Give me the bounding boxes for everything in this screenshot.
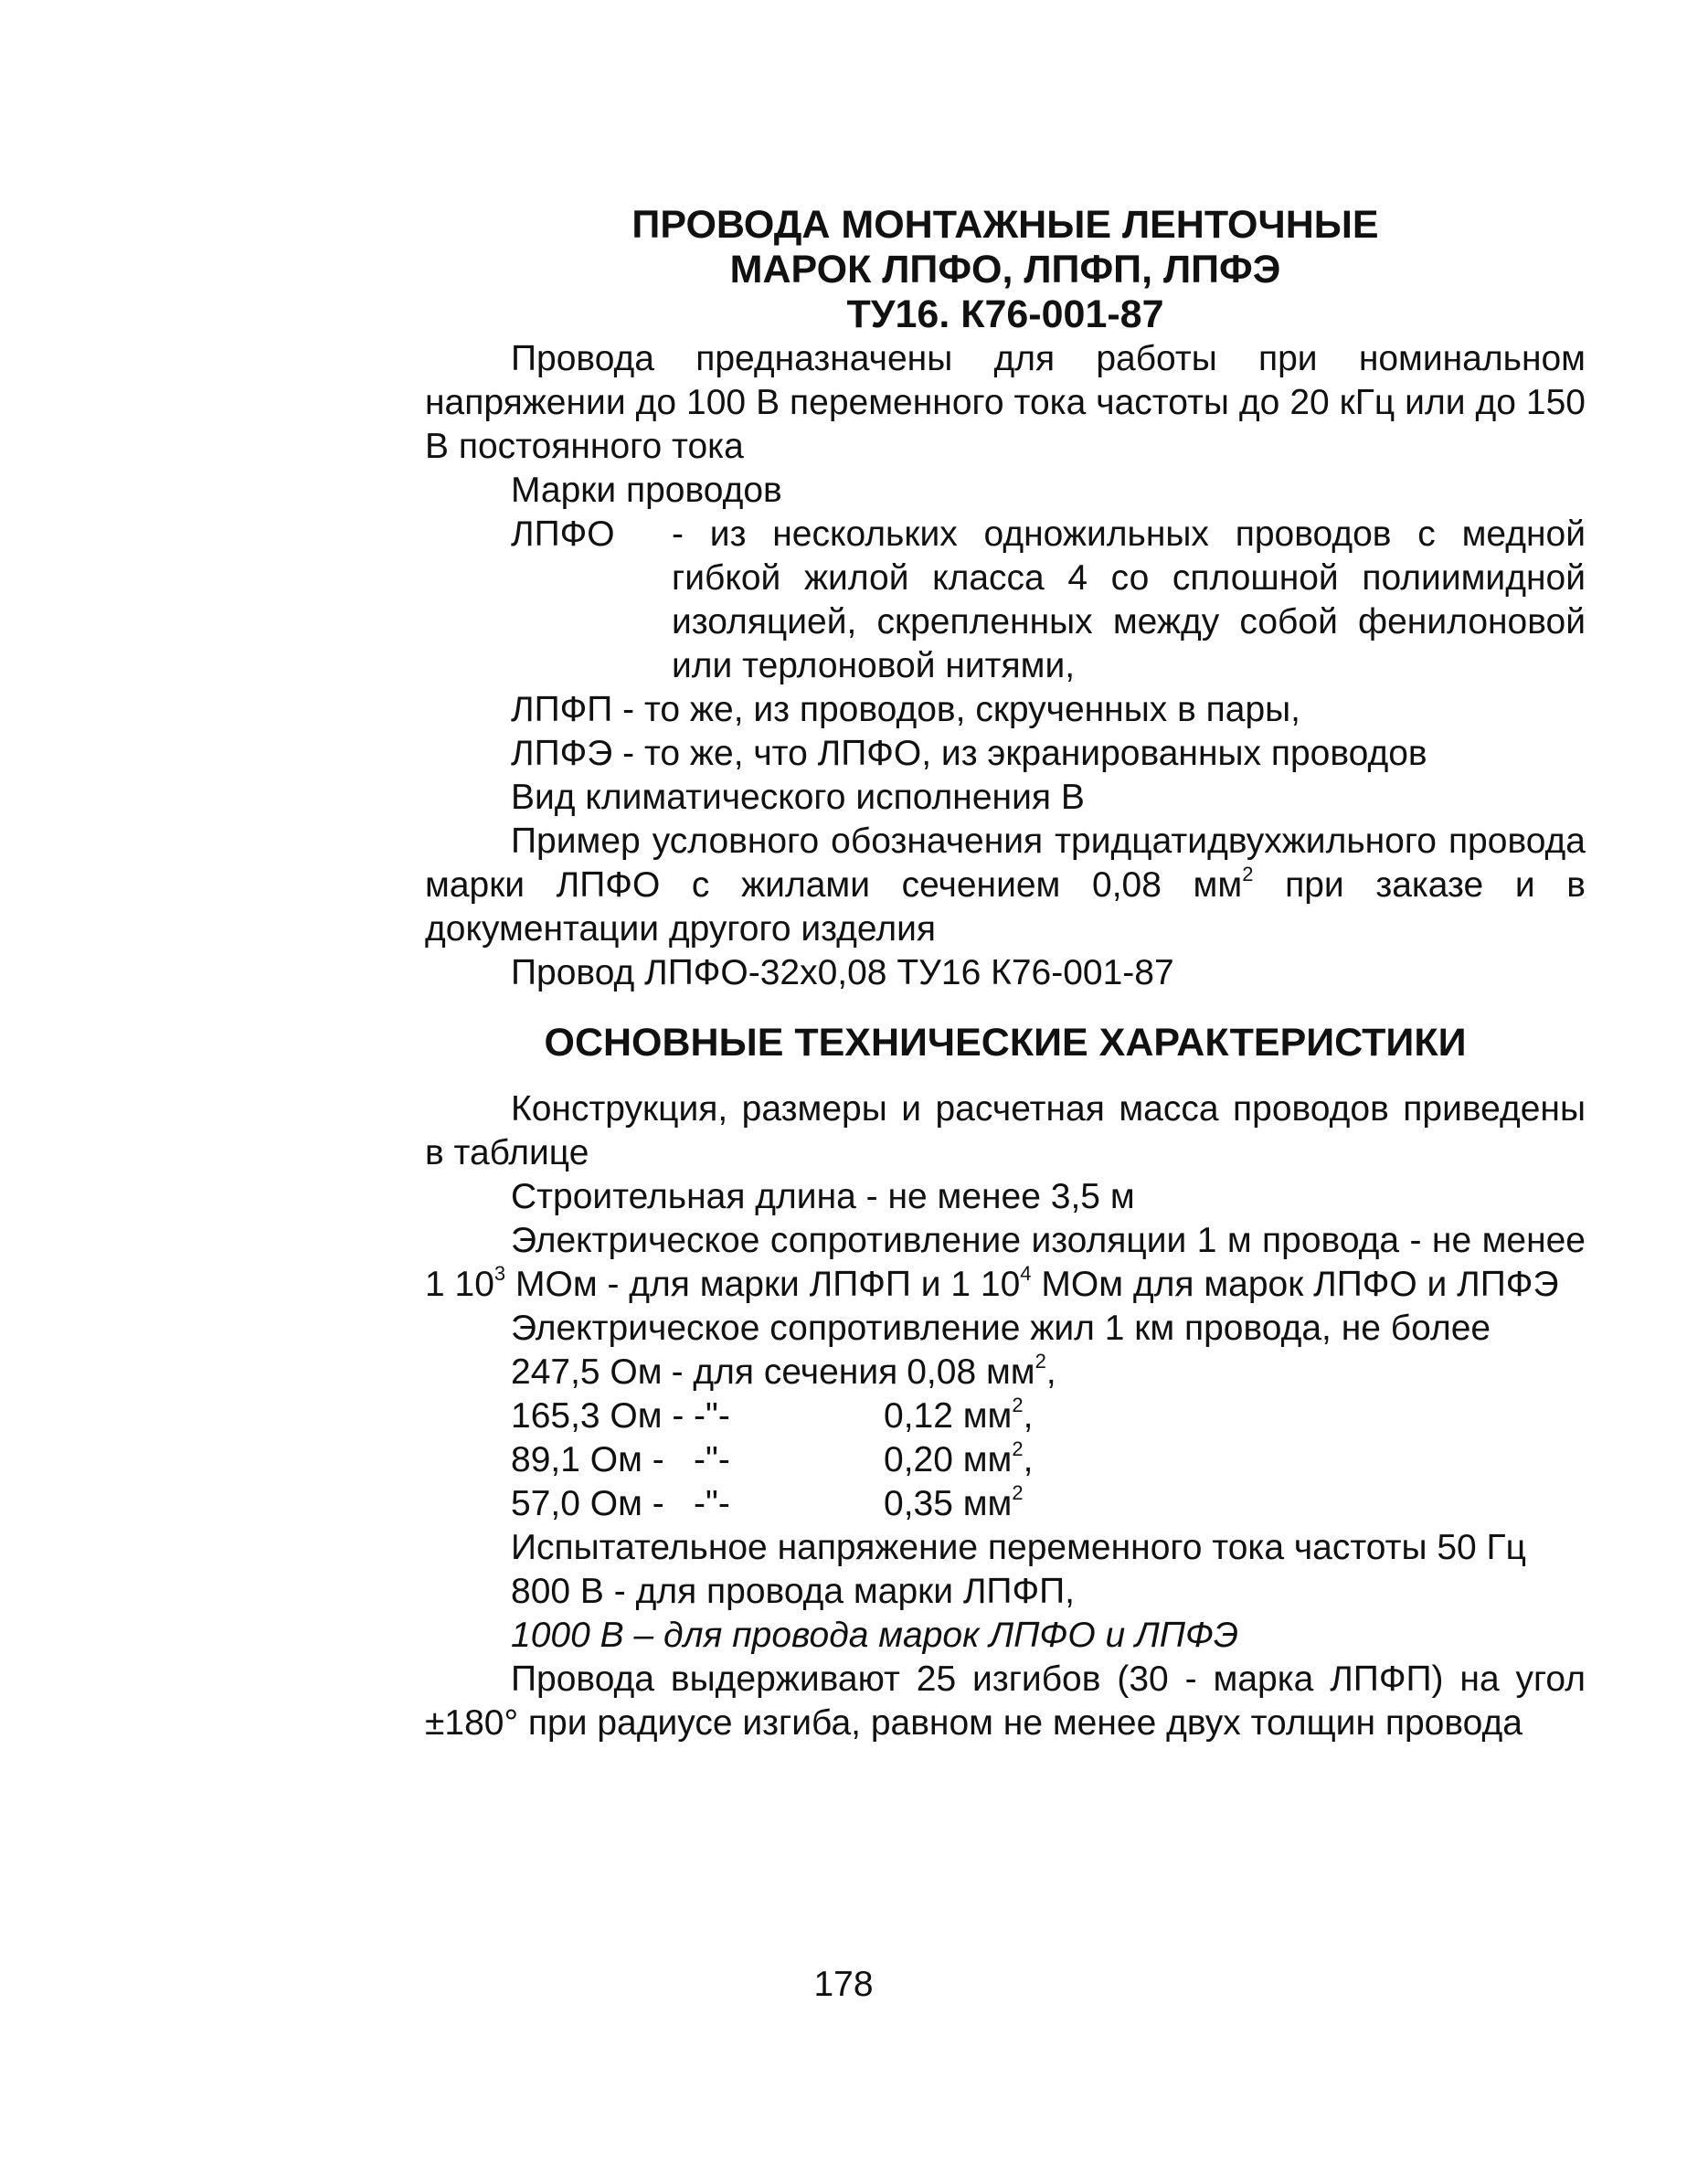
resistance-row — [425, 1394, 1586, 1438]
resistance-section-tail: , — [1023, 1440, 1034, 1479]
resistance-section — [907, 1351, 1056, 1394]
insulation-paragraph — [425, 1219, 1586, 1307]
resistance-row — [425, 1482, 1586, 1526]
resistance-section-tail: , — [1023, 1396, 1034, 1436]
title-line-2: МАРОК ЛПФО, ЛПФП, ЛПФЭ — [729, 248, 1281, 292]
example-paragraph — [425, 820, 1586, 951]
resistance-section-superscript: 2 — [1012, 1437, 1024, 1460]
brand-lpfo — [425, 513, 1586, 688]
resistance-value: 57,0 Ом - — [511, 1484, 664, 1523]
construction-paragraph: Конструкция, размеры и расчетная масса проводов приведены в таблице — [425, 1089, 1586, 1172]
resistance-section — [884, 1482, 1024, 1526]
resistance-section-value: 0,08 мм — [907, 1352, 1035, 1392]
example-designation: Провод ЛПФО-32х0,08 ТУ16 К76-001-87 — [511, 953, 1174, 992]
resistance-row — [425, 1438, 1586, 1482]
example-text-2: при заказе и в документации другого изделия — [425, 865, 1586, 949]
resistance-value: 165,3 Ом - — [511, 1396, 684, 1436]
brand-description: - из нескольких одножильных проводов с медной гибкой жилой класса 4 со сплошной полиимидной изоляцией, скрепленных между собой фенилоновой или терлоновой нитями, — [672, 514, 1586, 685]
section-title: ОСНОВНЫЕ ТЕХНИЧЕСКИЕ ХАРАКТЕРИСТИКИ — [544, 1021, 1467, 1065]
core-resistance-label: Электрическое сопротивление жил 1 км провода, не более — [511, 1309, 1491, 1348]
resistance-section-superscript: 2 — [1034, 1350, 1046, 1373]
resistance-section-value: 0,20 мм — [884, 1440, 1013, 1479]
test-voltage-paragraph: Испытательное напряжение переменного тока частоты 50 Гц — [511, 1528, 1527, 1567]
bending-paragraph: Провода выдерживают 25 изгибов (30 - марка ЛПФП) на угол ±180° при радиусе изгиба, равном не менее двух толщин провода — [425, 1659, 1586, 1743]
example-text-1: Пример условного обозначения тридцатидвухжильного провода марки ЛПФО с жилами сечением 0,08 мм — [425, 822, 1586, 905]
test-voltage-lpfp: 800 В - для провода марки ЛПФП, — [511, 1572, 1075, 1611]
length-paragraph: Строительная длина - не менее 3,5 м — [511, 1177, 1135, 1216]
resistance-section-value: 0,12 мм — [884, 1396, 1013, 1436]
resistance-ditto: -"- — [694, 1484, 730, 1523]
climate-version: Вид климатического исполнения В — [511, 778, 1085, 817]
resistance-ditto: -"- — [694, 1396, 730, 1436]
resistance-ditto: -"- — [694, 1440, 730, 1479]
resistance-ditto: - для сечения — [671, 1352, 898, 1392]
brand-lpfp: ЛПФП - то же, из проводов, скрученных в пары, — [511, 690, 1300, 729]
resistance-value: 247,5 Ом — [511, 1352, 663, 1392]
insulation-text-3: МОм для марок ЛПФО и ЛПФЭ — [1031, 1265, 1559, 1304]
resistance-section-superscript: 2 — [1012, 1394, 1024, 1416]
title-line-1: ПРОВОДА МОНТАЖНЫЕ ЛЕНТОЧНЫЕ — [631, 203, 1379, 247]
resistance-section — [884, 1394, 1033, 1438]
brand-lpfe: ЛПФЭ - то же, что ЛПФО, из экранированных проводов — [511, 734, 1427, 773]
purpose-paragraph: Провода предназначены для работы при номинальном напряжении до 100 В переменного тока частоты до 20 кГц или до 150 В постоянного тока — [425, 339, 1586, 466]
insulation-text-2: МОм - для марки ЛПФП и 1 10 — [505, 1265, 1021, 1304]
title-line-3: ТУ16. К76-001-87 — [846, 292, 1164, 336]
brands-label: Марки проводов — [511, 471, 782, 510]
resistance-section-value: 0,35 мм — [884, 1484, 1013, 1523]
resistance-row — [425, 1351, 1586, 1394]
example-superscript: 2 — [1242, 863, 1254, 885]
test-voltage-others: 1000 В – для провода марок ЛПФО и ЛПФЭ — [511, 1616, 1239, 1655]
page-number: 178 — [813, 1965, 874, 2004]
brand-code: ЛПФО — [511, 514, 615, 554]
resistance-section-tail: , — [1045, 1352, 1056, 1392]
insulation-superscript-1: 3 — [493, 1262, 506, 1285]
document-title — [425, 203, 1586, 337]
insulation-text-1: Электрическое сопротивление изоляции 1 м провода - не менее 1 10 — [425, 1221, 1586, 1304]
resistance-section — [884, 1438, 1033, 1482]
resistance-section-superscript: 2 — [1012, 1481, 1024, 1504]
insulation-superscript-2: 4 — [1020, 1262, 1032, 1285]
document-page — [425, 203, 1586, 1745]
resistance-value: 89,1 Ом - — [511, 1440, 664, 1479]
